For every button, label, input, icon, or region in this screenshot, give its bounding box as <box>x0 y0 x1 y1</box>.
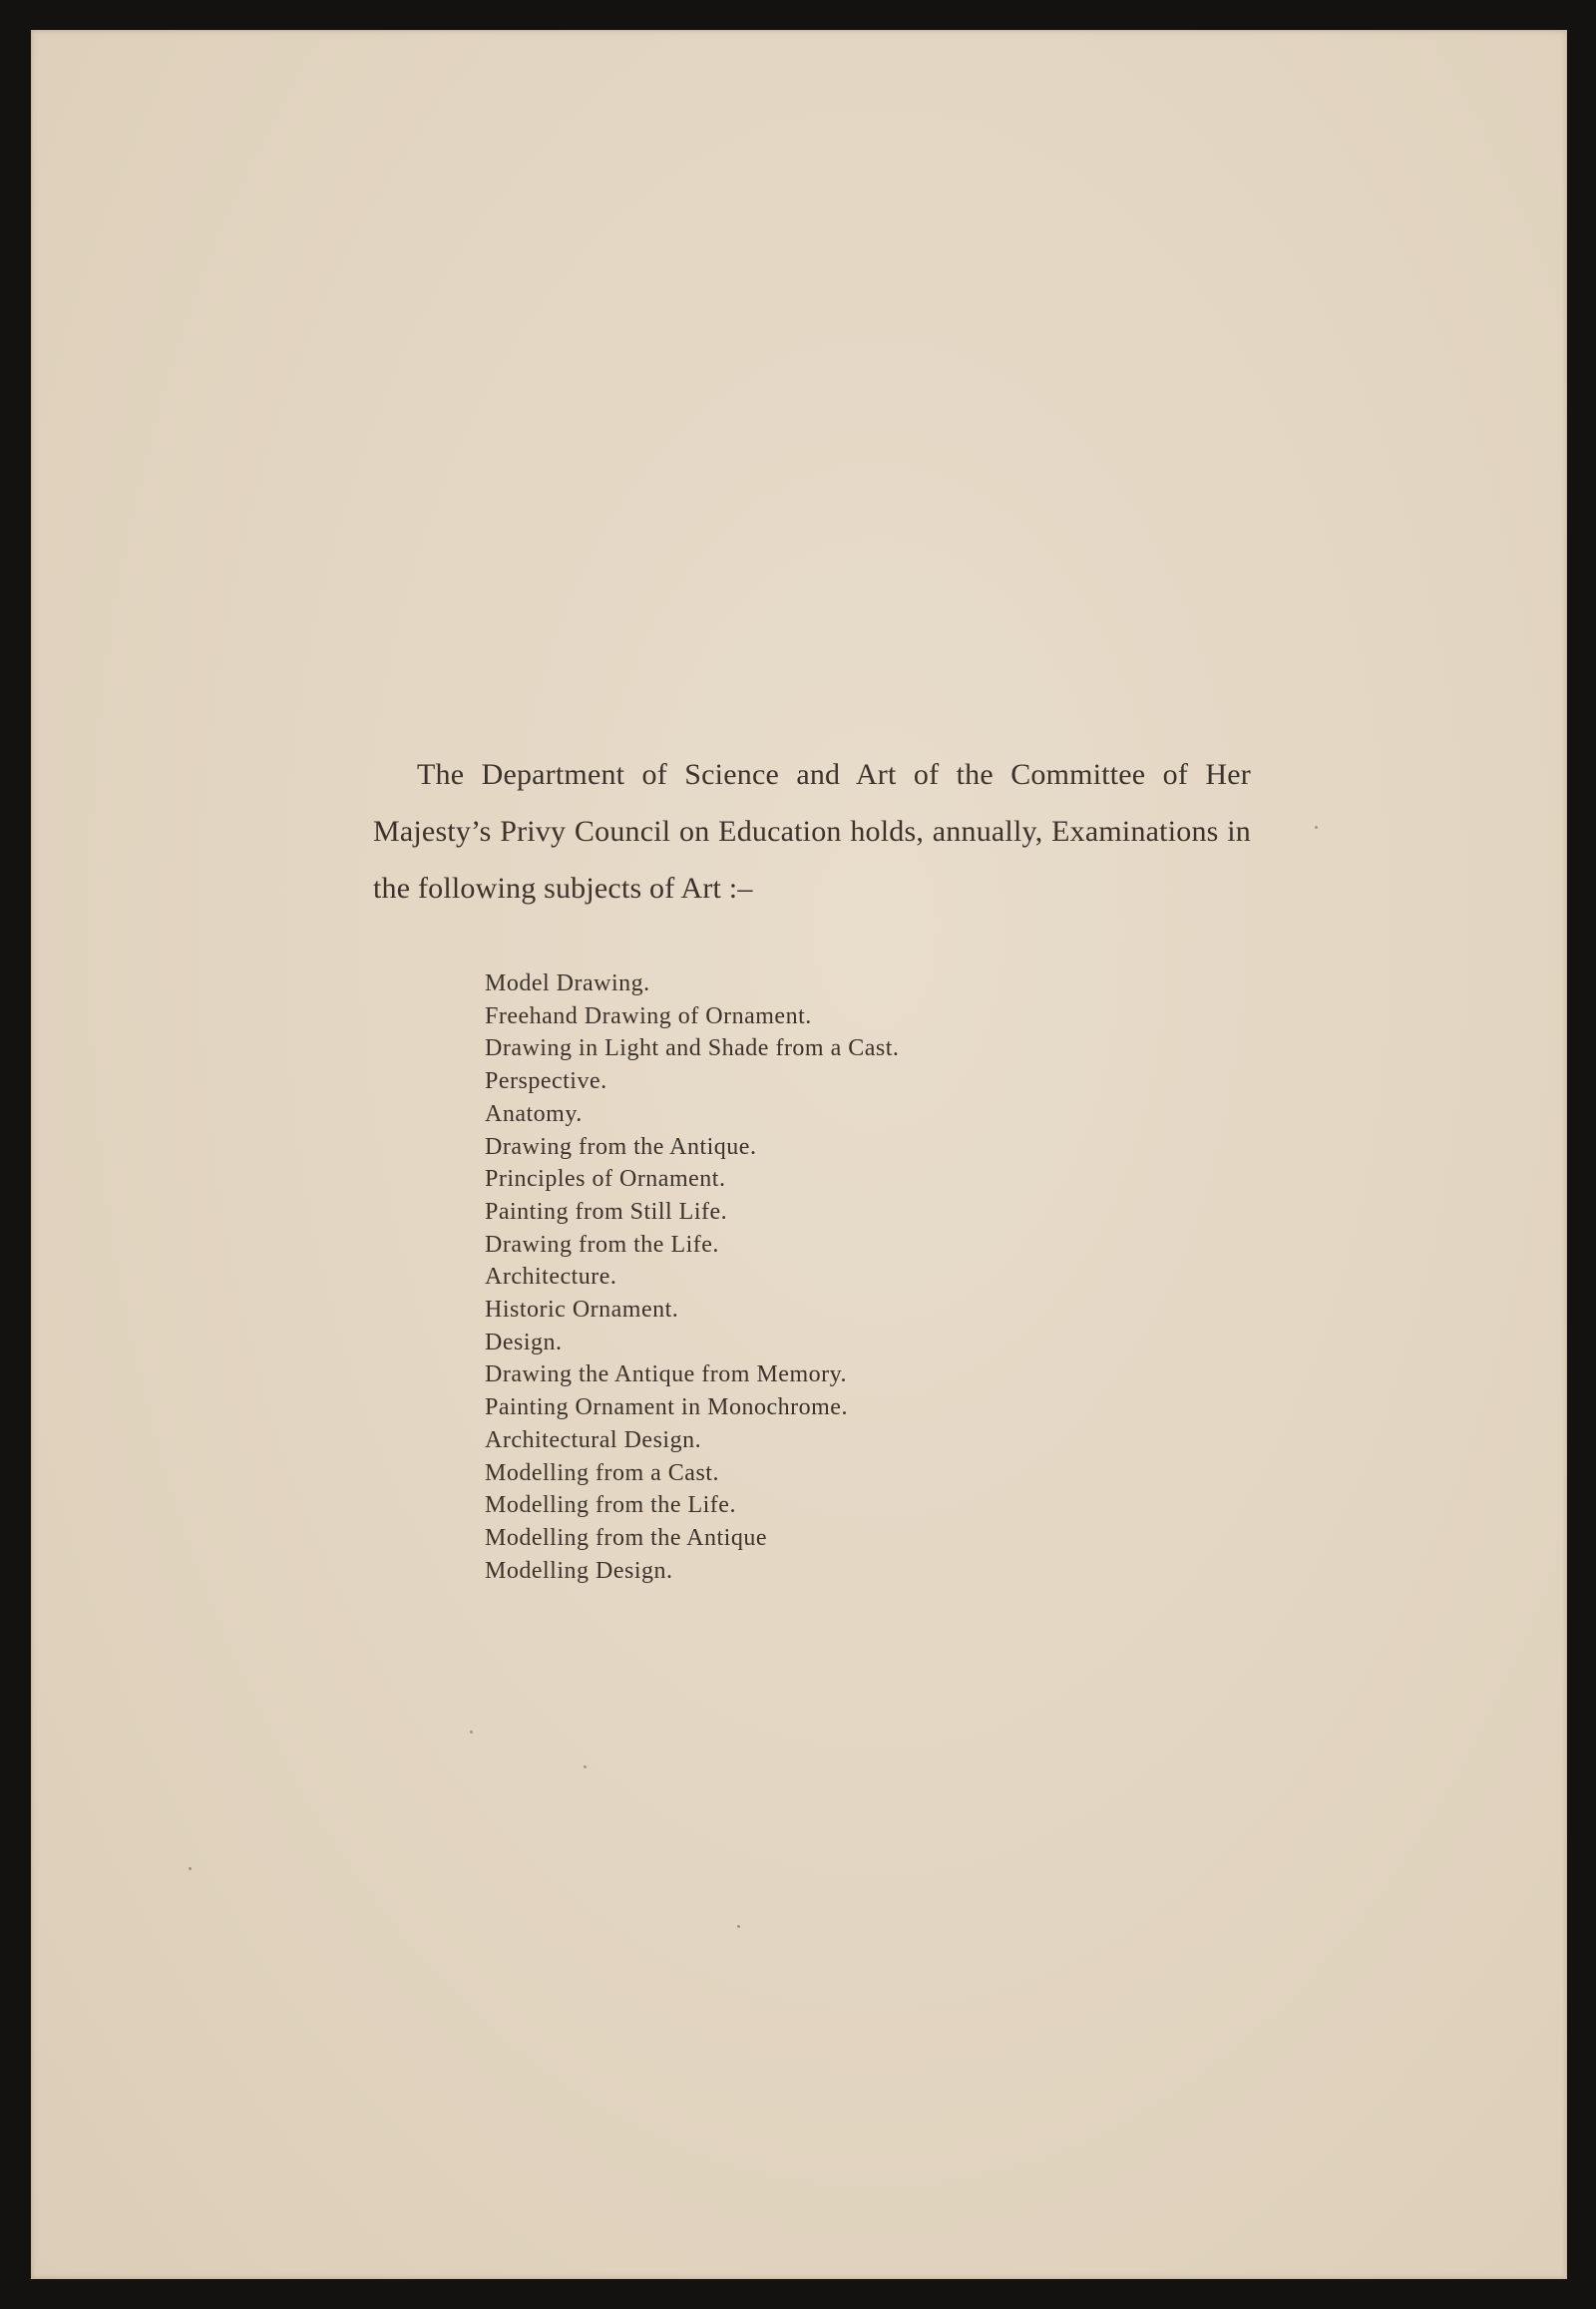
subject-item: Architectural Design. <box>485 1426 702 1453</box>
subject-item: Drawing the Antique from Memory. <box>485 1361 848 1388</box>
subjects-list <box>485 967 899 1587</box>
subject-item: Model Drawing. <box>485 970 650 996</box>
subject-item: Principles of Ornament. <box>485 1166 726 1193</box>
subject-item: Perspective. <box>485 1068 607 1095</box>
paper-speck <box>737 1925 740 1928</box>
subject-item: Modelling from the Life. <box>485 1492 736 1519</box>
subject-item: Modelling from a Cast. <box>485 1459 719 1486</box>
paper-speck <box>584 1765 587 1768</box>
subject-item: Historic Ornament. <box>485 1297 679 1324</box>
subject-item: Design. <box>485 1329 563 1355</box>
subject-item: Drawing from the Antique. <box>485 1133 757 1160</box>
paper-page <box>31 30 1567 2279</box>
subject-item: Architecture. <box>485 1264 617 1291</box>
paper-speck <box>189 1867 192 1870</box>
paper-speck <box>1315 826 1318 829</box>
subject-item: Drawing from the Life. <box>485 1231 719 1258</box>
subject-item: Painting from Still Life. <box>485 1198 728 1225</box>
intro-paragraph: The Department of Science and Art of the Committee of Her Majesty’s Privy Council on Education holds, annually, Examinations in the following subjects of Art :– <box>373 758 1251 905</box>
subject-item: Anatomy. <box>485 1100 583 1127</box>
subject-item: Drawing in Light and Shade from a Cast. <box>485 1035 900 1062</box>
subject-item: Painting Ornament in Monochrome. <box>485 1394 848 1421</box>
subject-item: Modelling from the Antique <box>485 1524 767 1551</box>
paper-speck <box>470 1731 473 1733</box>
subject-item: Modelling Design. <box>485 1557 673 1584</box>
subject-item: Freehand Drawing of Ornament. <box>485 1002 812 1029</box>
